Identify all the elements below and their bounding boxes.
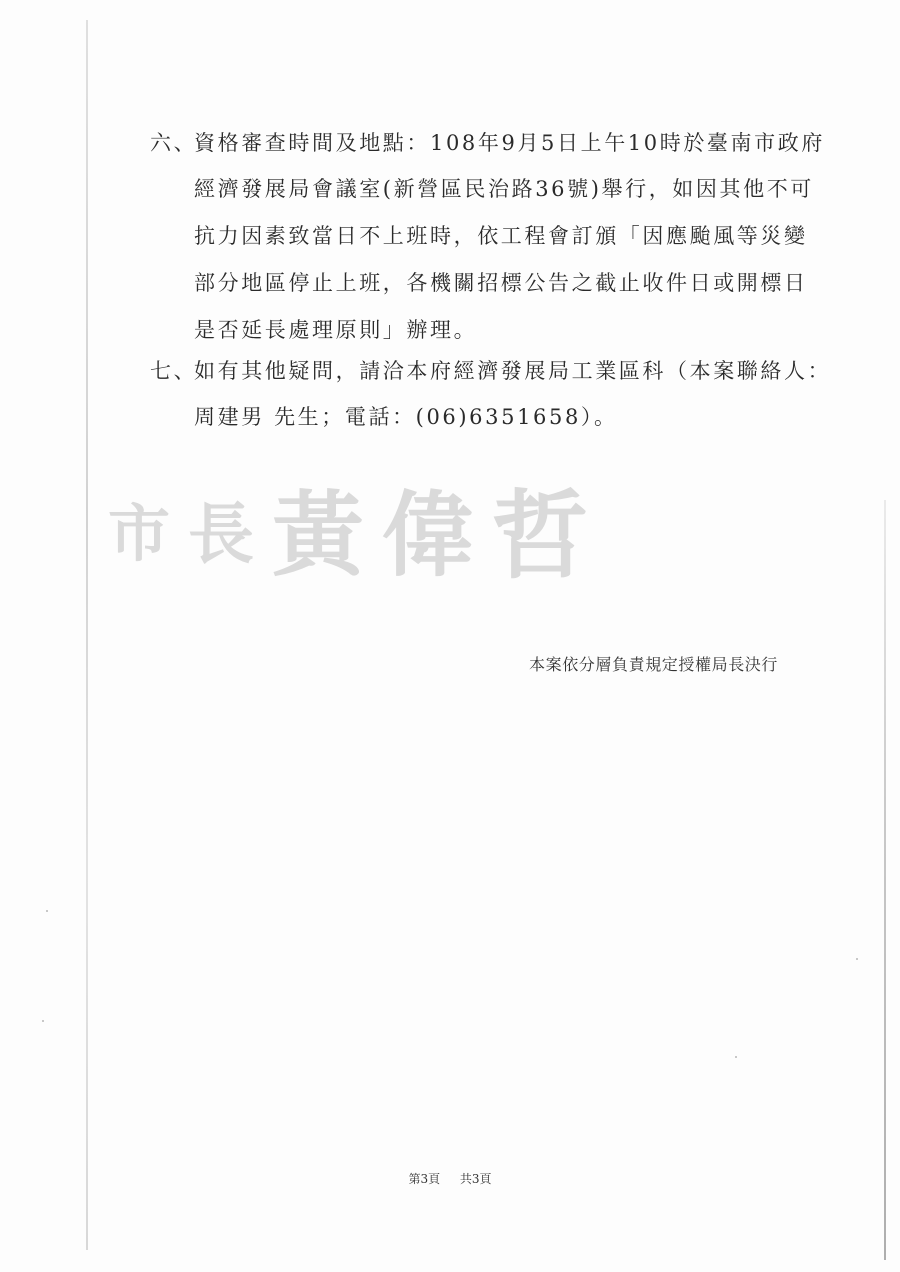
seal-char: 哲 [492,478,589,592]
page-number: 第3頁 [408,1172,441,1186]
page-total: 共3頁 [459,1172,492,1186]
item-six-line-5: 是否延長處理原則」辦理。 [194,318,478,342]
seal-char: 市 [108,496,171,570]
item-six-line-2: 經濟發展局會議室(新營區民治路36號)舉行，如因其他不可 [194,177,814,201]
scan-edge-right [884,500,886,1260]
item-seven-line-2: 周建男 先生；電話：(06)6351658）。 [194,405,618,429]
seal-char: 黃 [272,481,365,589]
item-six-line-4: 部分地區停止上班，各機關招標公告之截止收件日或開標日 [194,271,808,295]
scan-edge-left [86,20,88,1250]
seal-char: 長 [188,494,255,573]
mayor-seal-stamp [108,468,589,592]
item-seven [150,356,830,436]
item-seven-line-1: 如有其他疑問，請洽本府經濟發展局工業區科（本案聯絡人： [194,359,832,383]
item-six-line-3: 抗力因素致當日不上班時，依工程會訂頒「因應颱風等災變 [194,224,808,248]
seal-char: 偉 [382,481,475,589]
delegation-note: 本案依分層負責規定授權局長決行 [529,655,779,674]
scan-speck [46,910,48,912]
scan-speck [42,1020,44,1022]
item-six-line-1: 資格審查時間及地點：108年9月5日上午10時於臺南市政府 [194,131,825,155]
page-footer [0,1170,900,1187]
scan-speck [735,1056,737,1058]
item-marker: 六、 [150,131,198,155]
item-marker: 七、 [150,359,198,383]
item-six [150,128,830,348]
scan-speck [856,958,858,960]
